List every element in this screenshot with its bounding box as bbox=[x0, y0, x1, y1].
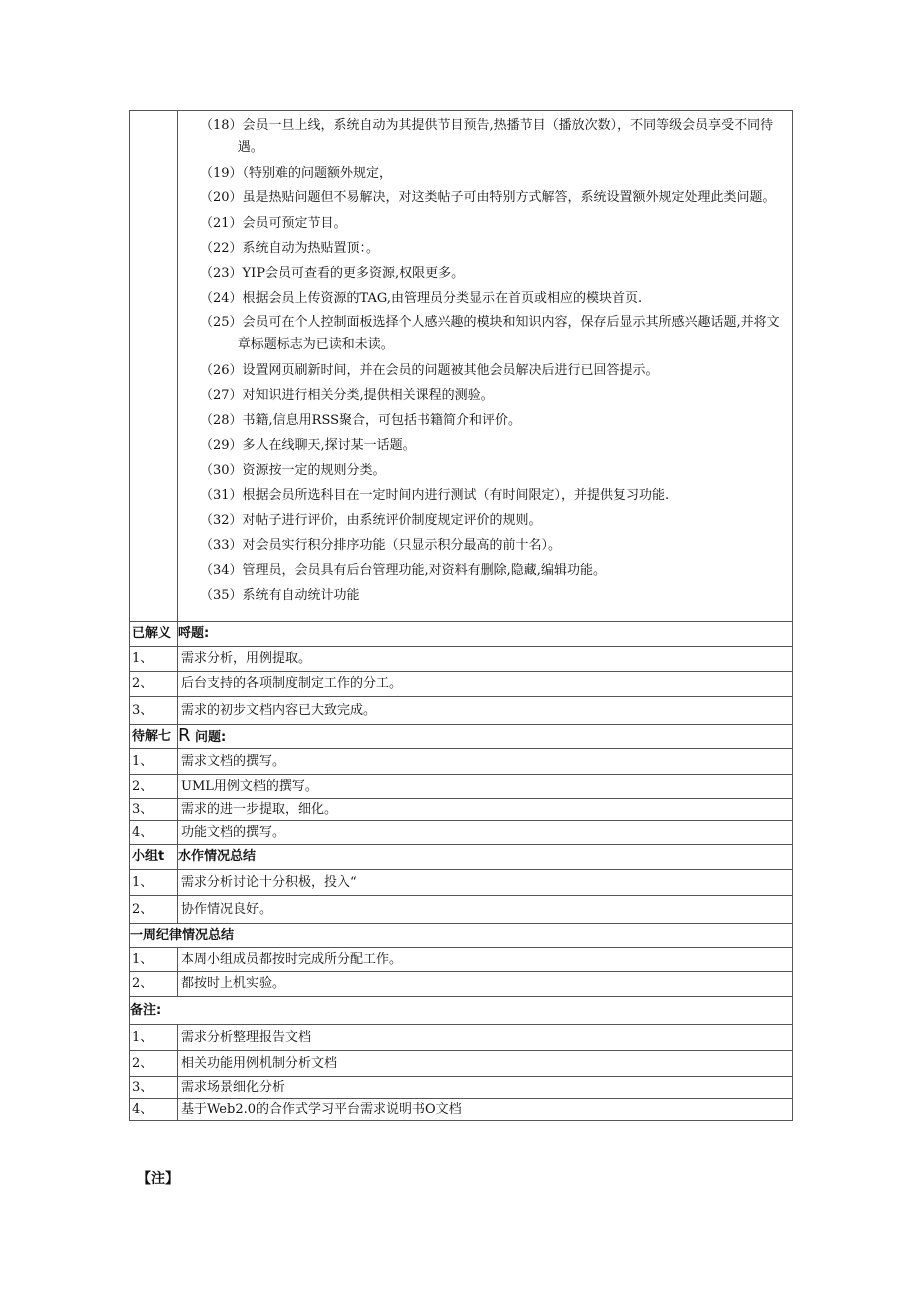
requirement-item: （30）资源按一定的规则分类。 bbox=[200, 463, 386, 478]
requirements-row bbox=[130, 111, 793, 622]
teamwork-header-label: 小组t bbox=[130, 845, 178, 870]
row-number: 1、 bbox=[130, 647, 178, 672]
row-number: 2、 bbox=[130, 972, 178, 997]
row-text: 需求分析整理报告文档 bbox=[178, 1025, 793, 1051]
requirement-item: （24）根据会员上传资源的TAG,由管理员分类显示在首页或相应的模块首页. bbox=[200, 291, 643, 306]
pending-header-row bbox=[130, 725, 793, 749]
table-row bbox=[130, 870, 793, 896]
row-number: 3、 bbox=[130, 697, 178, 725]
requirement-item: （21）会员可预定节目。 bbox=[200, 216, 347, 231]
discipline-header: 一周纪律情况总结 bbox=[130, 924, 793, 948]
row-text: UML用例文档的撰写。 bbox=[178, 775, 793, 799]
table-row bbox=[130, 948, 793, 972]
requirement-item: （28）书籍,信息用RSS聚合，可包括书籍简介和评价。 bbox=[200, 413, 522, 428]
row-text: 基于Web2.0的合作式学习平台需求说明书O文档 bbox=[178, 1099, 793, 1121]
solved-header-label: 已解义 bbox=[130, 622, 178, 647]
table-row bbox=[130, 672, 793, 697]
table-row bbox=[130, 749, 793, 775]
row-number: 2、 bbox=[130, 896, 178, 924]
table-row bbox=[130, 1077, 793, 1099]
row-number: 2、 bbox=[130, 775, 178, 799]
teamwork-header-title: 水作情况总结 bbox=[178, 845, 793, 870]
solved-header-row bbox=[130, 622, 793, 647]
table-row bbox=[130, 1051, 793, 1077]
row-text: 本周小组成员都按时完成所分配工作。 bbox=[178, 948, 793, 972]
row-text: 需求文档的撰写。 bbox=[178, 749, 793, 775]
discipline-header-row bbox=[130, 924, 793, 948]
requirement-item: （26）设置网页刷新时间，并在会员的问题被其他会员解决后进行已回答提示。 bbox=[200, 363, 659, 378]
row-text: 协作情况良好。 bbox=[178, 896, 793, 924]
row-number: 4、 bbox=[130, 821, 178, 845]
row-text: 需求分析讨论十分积极，投入“ bbox=[178, 870, 793, 896]
table-row bbox=[130, 1025, 793, 1051]
table-row bbox=[130, 821, 793, 845]
requirement-item: （31）根据会员所选科目在一定时间内进行测试（有时间限定），并提供复习功能. bbox=[200, 488, 670, 503]
requirement-item: （33）对会员实行积分排序功能（只显示积分最高的前十名）。 bbox=[200, 538, 562, 553]
row-text: 需求场景细化分析 bbox=[178, 1077, 793, 1099]
row-text: 相关功能用例机制分析文档 bbox=[178, 1051, 793, 1077]
pending-header-text: 问题: bbox=[195, 729, 227, 745]
weekly-report-table bbox=[129, 110, 793, 1121]
row-number: 1、 bbox=[130, 948, 178, 972]
solved-header-title: 哷题: bbox=[178, 622, 793, 647]
row-number: 1、 bbox=[130, 749, 178, 775]
table-row bbox=[130, 1099, 793, 1121]
row-number: 4、 bbox=[130, 1099, 178, 1121]
requirement-item: （27）对知识进行相关分类,提供相关课程的测验。 bbox=[200, 388, 494, 403]
requirement-item: （19）（特别难的问题额外规定， bbox=[200, 166, 393, 181]
table-row bbox=[130, 799, 793, 821]
row-text: 功能文档的撰写。 bbox=[178, 821, 793, 845]
row-number: 1、 bbox=[130, 870, 178, 896]
note-label: 【注】 bbox=[137, 1171, 179, 1187]
row-text: 后台支持的各项制度制定工作的分工。 bbox=[178, 672, 793, 697]
remarks-header-row bbox=[130, 997, 793, 1025]
requirement-item: （20）虽是热贴问题但不易解决，对这类帖子可由特别方式解答，系统设置额外规定处理此类问题。 bbox=[200, 190, 776, 205]
row-number: 2、 bbox=[130, 1051, 178, 1077]
pending-header-label: 待解七 bbox=[130, 725, 178, 749]
row-text: 都按时上机实验。 bbox=[178, 972, 793, 997]
row-number: 3、 bbox=[130, 1077, 178, 1099]
requirement-item: （18）会员一旦上线，系统自动为其提供节目预告,热播节目（播放次数），不同等级会员享受不同待遇。 bbox=[200, 118, 774, 155]
requirement-item: （29）多人在线聊天,探讨某一话题。 bbox=[200, 438, 416, 453]
requirements-list bbox=[178, 111, 792, 608]
table-row bbox=[130, 697, 793, 725]
table-row bbox=[130, 775, 793, 799]
remarks-header: 备注: bbox=[130, 997, 793, 1025]
requirement-item: （35）系统有自动统计功能 bbox=[200, 588, 360, 603]
requirements-cell bbox=[178, 111, 793, 622]
row-text: 需求的初步文档内容已大致完成。 bbox=[178, 697, 793, 725]
row-text: 需求的进一步提取，细化。 bbox=[178, 799, 793, 821]
requirement-item: （22）系统自动为热贴置顶：。 bbox=[200, 241, 380, 256]
requirement-item: （32）对帖子进行评价，由系统评价制度规定评价的规则。 bbox=[200, 513, 542, 528]
requirement-item: （23）YIP会员可查看的更多资源,权限更多。 bbox=[200, 266, 465, 281]
requirement-item: （25）会员可在个人控制面板选择个人感兴趣的模块和知识内容，保存后显示其所感兴趣话题,并将文章标题标志为已读和未读。 bbox=[200, 315, 780, 352]
row-text: 需求分析，用例提取。 bbox=[178, 647, 793, 672]
requirement-item: （34）管理员，会员具有后台管理功能,对资料有删除,隐藏,编辑功能。 bbox=[200, 563, 606, 578]
pending-header-title bbox=[178, 725, 793, 749]
row-number: 2、 bbox=[130, 672, 178, 697]
row-number: 1、 bbox=[130, 1025, 178, 1051]
pending-header-letter: R bbox=[178, 724, 191, 746]
teamwork-header-row bbox=[130, 845, 793, 870]
row-number: 3、 bbox=[130, 799, 178, 821]
table-row bbox=[130, 972, 793, 997]
requirements-left-cell bbox=[130, 111, 178, 622]
table-row bbox=[130, 896, 793, 924]
table-row bbox=[130, 647, 793, 672]
